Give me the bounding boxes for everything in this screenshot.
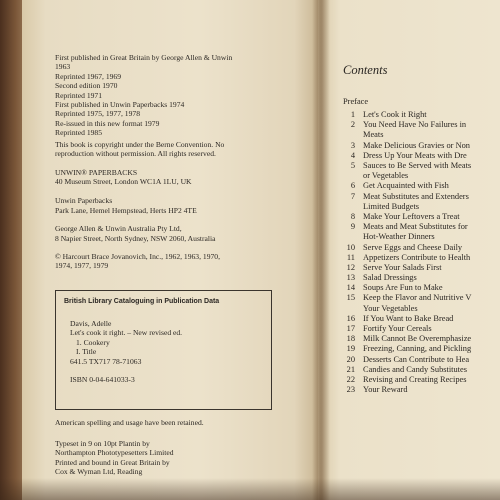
history-line: Reprinted 1971: [55, 90, 103, 100]
toc-entry: [343, 222, 500, 242]
toc-entry-title: [363, 161, 471, 181]
history-line: First published in Unwin Paperbacks 1974: [55, 100, 185, 110]
toc-entry-title: [363, 253, 470, 263]
toc-entry: [343, 334, 500, 344]
publisher-addresses: [55, 168, 305, 243]
toc-entry: [343, 375, 500, 385]
toc-entry-number: 8: [350, 211, 355, 221]
toc-entry: [343, 181, 500, 191]
toc-entry: [343, 212, 500, 222]
toc-entry-line: Salad Dressings: [363, 273, 417, 283]
toc-entry: [343, 120, 500, 140]
toc-entry-number: 16: [346, 313, 355, 323]
toc-entry-line: Your Reward: [363, 385, 408, 395]
printer-line: Cox & Wyman Ltd, Reading: [55, 467, 143, 477]
toc-entry-title: [363, 355, 469, 365]
toc-entry: [343, 324, 500, 334]
toc-entry: [343, 283, 500, 293]
toc-entry-title: [363, 222, 468, 242]
publication-history: [55, 53, 305, 138]
address-line: 8 Napier Street, North Sydney, NSW 2060, Australia: [55, 233, 216, 243]
toc-entry-title: [363, 293, 471, 313]
toc-entry: [343, 314, 500, 324]
history-line: Second edition 1970: [55, 81, 118, 91]
toc-entry-title: [363, 334, 471, 344]
toc-entry-title: [363, 385, 408, 395]
toc-entry-title: [363, 283, 443, 293]
toc-entry-line: Hot-Weather Dinners: [363, 232, 435, 242]
history-line: 1963: [55, 62, 71, 72]
address-line: UNWIN® PAPERBACKS: [55, 168, 138, 177]
bottom-shadow: [0, 478, 500, 500]
history-line: Reprinted 1985: [55, 128, 103, 138]
toc-entry-title: [363, 344, 471, 354]
toc-entry-line: Keep the Flavor and Nutritive V: [363, 293, 472, 303]
copyright-notice: [55, 140, 305, 159]
toc-entry-title: [363, 365, 467, 375]
toc-entry-number: 2: [350, 120, 355, 130]
cip-line: Davis, Adelle: [70, 319, 112, 328]
toc-entry-title: [363, 263, 442, 273]
toc-entry-title: [363, 324, 432, 334]
toc-entry-line: Make Delicious Gravies or Non: [363, 140, 470, 150]
toc-entry-number: 17: [346, 324, 355, 334]
toc-entry-number: 4: [350, 150, 355, 160]
cip-line: 641.5 TX717 78-71063: [70, 356, 142, 366]
toc-entry: [343, 385, 500, 395]
harcourt-line: 1974, 1977, 1979: [55, 261, 109, 271]
toc-entry-number: 7: [350, 191, 355, 201]
toc-entry-line: Candies and Candy Substitutes: [363, 364, 467, 374]
toc-entry-number: 14: [346, 283, 355, 293]
toc-entry-line: Serve Your Salads First: [363, 262, 442, 272]
toc-entry-line: Fortify Your Cereals: [363, 324, 432, 334]
toc-entry-line: Meat Substitutes and Extenders: [363, 191, 469, 201]
toc-entry: [343, 141, 500, 151]
toc-entry-line: Serve Eggs and Cheese Daily: [363, 242, 463, 252]
toc-entry: [343, 355, 500, 365]
address-line: Unwin Paperbacks: [55, 196, 113, 206]
contents-heading: Contents: [343, 63, 388, 77]
history-line: Reprinted 1967, 1969: [55, 71, 122, 81]
toc-entry-line: Appetizers Contribute to Health: [363, 252, 471, 262]
toc-entry-line: Milk Cannot Be Overemphasize: [363, 334, 472, 344]
toc-entry-number: 6: [350, 181, 355, 191]
toc-entry-number: 3: [350, 140, 355, 150]
toc-entry-line: Freezing, Canning, and Pickling: [363, 344, 472, 354]
toc-entry: [343, 243, 500, 253]
toc-entry-number: 9: [350, 222, 355, 232]
toc-entry-number: 10: [346, 242, 355, 252]
table-of-contents: [343, 110, 500, 395]
cip-title: British Library Cataloguing in Publication Data: [64, 298, 220, 305]
toc-entry-number: 12: [346, 262, 355, 272]
toc-entry-line: Desserts Can Contribute to Hea: [363, 354, 470, 364]
usage-note: American spelling and usage have been retained.: [55, 418, 204, 427]
copyright-line: reproduction without permission. All rights reserved.: [55, 149, 216, 159]
book-gutter: [312, 0, 330, 500]
toc-entry: [343, 293, 500, 313]
printer-info: [55, 439, 305, 477]
cip-isbn: ISBN 0-04-641033-3: [70, 375, 135, 385]
toc-entry-title: [363, 314, 453, 324]
printer-line: Typeset in 9 on 10pt Plantin by: [55, 439, 150, 448]
printer-line: Northampton Phototypesetters Limited: [55, 448, 174, 458]
toc-entry-title: [363, 375, 467, 385]
toc-entry-line: Sauces to Be Served with Meats: [363, 160, 472, 170]
toc-entry: [343, 253, 500, 263]
address-line: Park Lane, Hemel Hempstead, Herts HP2 4TE: [55, 205, 197, 215]
toc-entry-title: [363, 151, 467, 161]
toc-entry: [343, 161, 500, 181]
toc-entry: [343, 192, 500, 212]
toc-entry-line: Dress Up Your Meats with Dre: [363, 150, 467, 160]
cip-line: 1. Cookery: [76, 337, 110, 347]
toc-entry-title: [363, 273, 417, 283]
address-line: [55, 215, 305, 224]
toc-entry-line: If You Want to Bake Bread: [363, 313, 454, 323]
cip-data-box: [55, 290, 272, 410]
harcourt-notice: [55, 252, 305, 271]
harcourt-line: © Harcourt Brace Jovanovich, Inc., 1962, 1963, 1970,: [55, 252, 220, 261]
toc-entry-title: [363, 110, 427, 120]
toc-entry-number: 11: [346, 252, 355, 262]
cip-line: Let's cook it right. – New revised ed.: [70, 328, 183, 338]
toc-entry: [343, 151, 500, 161]
toc-entry: [343, 344, 500, 354]
toc-entry-line: Meats: [363, 130, 384, 140]
toc-entry-number: 20: [346, 354, 355, 364]
toc-entry-line: Get Acquainted with Fish: [363, 181, 449, 191]
toc-entry-number: 21: [346, 364, 355, 374]
toc-entry-title: [363, 120, 466, 140]
address-line: [55, 187, 305, 196]
history-line: First published in Great Britain by George Allen & Unwin: [55, 53, 233, 62]
toc-entry-number: 15: [346, 293, 355, 303]
toc-entry-title: [363, 141, 470, 151]
address-line: 40 Museum Street, London WC1A 1LU, UK: [55, 177, 192, 187]
toc-entry-line: You Need Have No Failures in: [363, 120, 467, 130]
toc-entry-number: 23: [346, 385, 355, 395]
toc-entry-title: [363, 181, 449, 191]
toc-entry-title: [363, 212, 460, 222]
toc-entry-line: Soups Are Fun to Make: [363, 283, 443, 293]
toc-entry-line: Revising and Creating Recipes: [363, 374, 467, 384]
history-line: Reprinted 1975, 1977, 1978: [55, 109, 140, 119]
cip-line: [70, 366, 182, 375]
cip-body: [70, 319, 182, 385]
toc-entry-line: Make Your Leftovers a Treat: [363, 211, 460, 221]
toc-entry: [343, 273, 500, 283]
book-cover-edge: [0, 0, 22, 500]
toc-entry-number: 13: [346, 273, 355, 283]
toc-entry: [343, 263, 500, 273]
toc-entry-title: [363, 192, 469, 212]
toc-preface: Preface: [343, 97, 369, 106]
toc-entry-line: or Vegetables: [363, 171, 409, 181]
cip-line: I. Title: [76, 347, 97, 357]
toc-entry-line: Your Vegetables: [363, 303, 418, 313]
toc-entry-number: 18: [346, 334, 355, 344]
toc-entry-line: Limited Budgets: [363, 201, 420, 211]
address-line: George Allen & Unwin Australia Pty Ltd,: [55, 224, 182, 234]
history-line: Re-issued in this new format 1979: [55, 118, 160, 128]
toc-entry-line: Let's Cook it Right: [363, 110, 427, 119]
toc-entry-number: 1: [350, 110, 355, 119]
toc-entry-line: Meats and Meat Substitutes for: [363, 222, 468, 232]
printer-line: Printed and bound in Great Britain by: [55, 457, 170, 467]
toc-entry: [343, 365, 500, 375]
toc-entry-number: 5: [350, 160, 355, 170]
toc-entry-number: 22: [346, 374, 355, 384]
copyright-line: This book is copyright under the Berne Convention. No: [55, 140, 225, 149]
toc-entry-title: [363, 243, 462, 253]
toc-entry: [343, 110, 500, 120]
toc-entry-number: 19: [346, 344, 355, 354]
